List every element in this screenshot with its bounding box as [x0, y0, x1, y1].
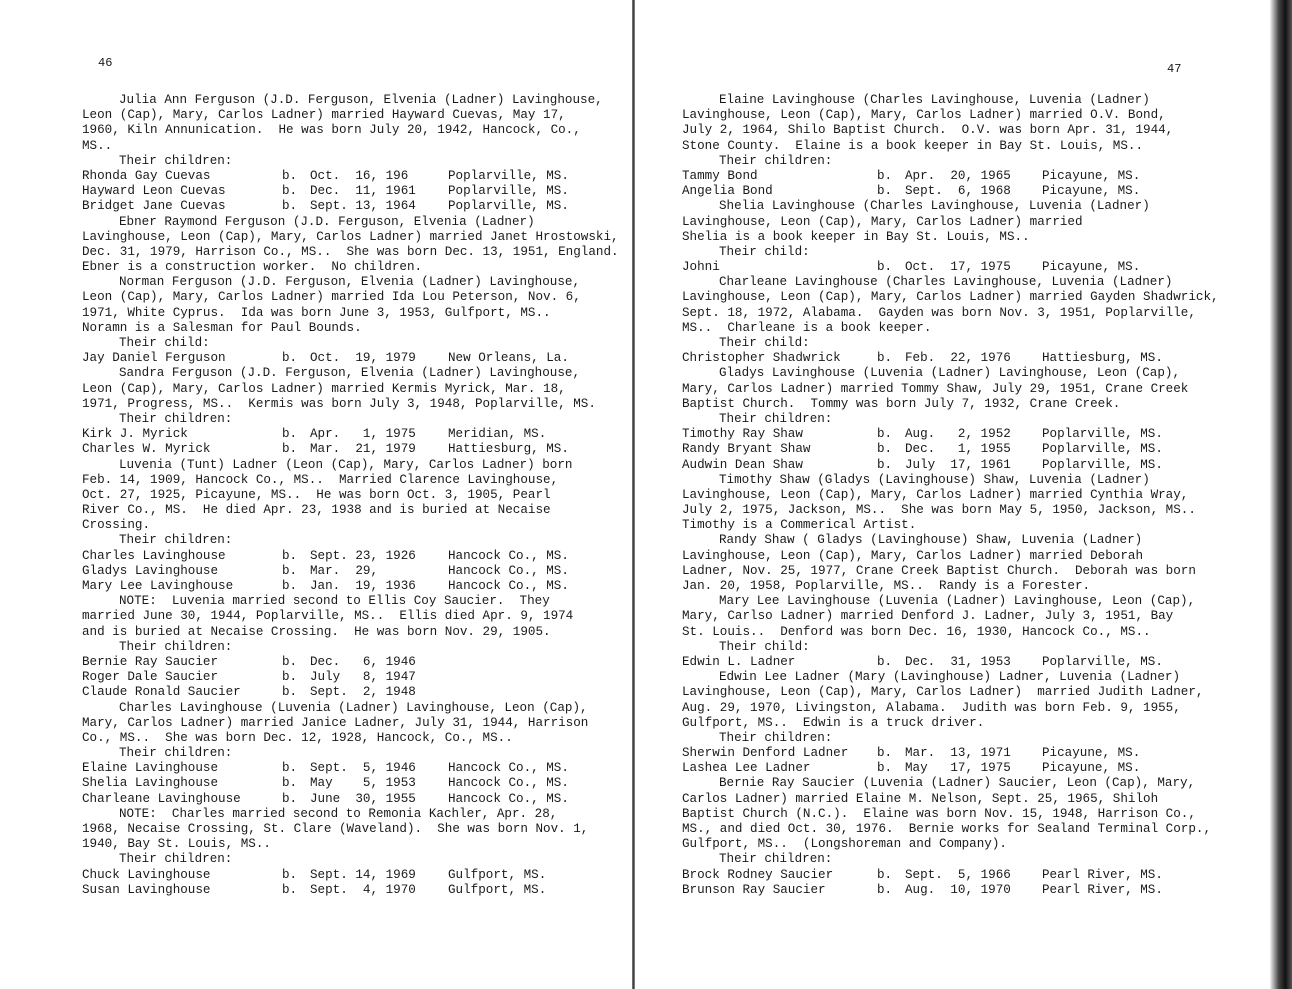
birth-date: July 17, 1961 [905, 457, 1011, 472]
children-heading: Their children: [119, 533, 233, 548]
text-line: Co., MS.. She was born Dec. 12, 1928, Hancock, Co., MS.. [82, 730, 513, 745]
birth-date: Mar. 21, 1979 [310, 442, 416, 457]
child-name: Edwin L. Ladner [682, 654, 796, 669]
paragraph [682, 594, 1227, 640]
born-label: b. [877, 746, 893, 761]
birth-date: Mar. 29, [310, 563, 379, 578]
text-line: Charleane Lavinghouse (Charles Lavinghouse, Luvenia (Ladner) [719, 275, 1173, 290]
birth-date: Sept. 6, 1968 [905, 184, 1011, 199]
text-line: Crossing. [82, 518, 151, 533]
paragraph [82, 215, 622, 276]
text-line: Timothy is a Commerical Artist. [682, 518, 917, 533]
text-line: married June 30, 1944, Poplarville, MS.. Ellis died Apr. 9, 1974 [82, 609, 574, 624]
text-line: 1960, Kiln Annunication. He was born July 20, 1942, Hancock, Co., [82, 123, 581, 138]
page-body [82, 93, 622, 898]
text-line: Aug. 29, 1970, Livingston, Alabama. Judith was born Feb. 9, 1955, [682, 700, 1181, 715]
page-number: 47 [1167, 62, 1182, 76]
child-row [682, 260, 1227, 275]
text-line: Randy Shaw ( Gladys (Lavinghouse) Shaw, Luvenia (Ladner) [719, 533, 1143, 548]
text-line: Ladner, Nov. 25, 1977, Crane Creek Baptist Church. Deborah was born [682, 563, 1196, 578]
paragraph [82, 366, 622, 412]
child-name: Susan Lavinghouse [82, 882, 211, 897]
children-heading: Their children: [719, 411, 833, 426]
birth-place: Poplarville, MS. [1042, 654, 1163, 669]
birth-date: Sept. 2, 1948 [310, 685, 416, 700]
text-line: July 2, 1964, Shilo Baptist Church. O.V. was born Apr. 31, 1944, [682, 123, 1174, 138]
child-row [82, 564, 622, 579]
child-name: Brock Rodney Saucier [682, 867, 834, 882]
birth-place: Poplarville, MS. [448, 184, 569, 199]
born-label: b. [877, 867, 893, 882]
page-number: 46 [98, 56, 113, 70]
birth-place: Poplarville, MS. [1042, 427, 1163, 442]
left-page [0, 0, 632, 989]
child-name: Charles Lavinghouse [82, 548, 226, 563]
born-label: b. [282, 882, 298, 897]
child-name: Johni [682, 260, 720, 275]
text-line: NOTE: Charles married second to Remonia Kachler, Apr. 28, [119, 806, 558, 821]
paragraph [682, 93, 1227, 154]
birth-place: Gulfport, MS. [448, 882, 547, 897]
birth-place: Hancock Co., MS. [448, 791, 569, 806]
birth-date: July 8, 1947 [310, 670, 416, 685]
born-label: b. [877, 351, 893, 366]
birth-date: Apr. 20, 1965 [905, 168, 1011, 183]
children-heading: Their children: [119, 153, 233, 168]
child-name: Randy Bryant Shaw [682, 442, 811, 457]
text-line: NOTE: Luvenia married second to Ellis Coy Saucier. They [119, 594, 550, 609]
text-line: Shelia Lavinghouse (Charles Lavinghouse, Luvenia (Ladner) [719, 199, 1150, 214]
children-heading: Their children: [719, 852, 833, 867]
text-line: Carlos Ladner) married Elaine M. Nelson, Sept. 25, 1965, Shiloh [682, 791, 1159, 806]
text-line: Jan. 20, 1958, Poplarville, MS.. Randy is a Forester. [682, 579, 1091, 593]
child-name: Tammy Bond [682, 168, 758, 183]
birth-place: Poplarville, MS. [1042, 457, 1163, 472]
text-line: Lavinghouse, Leon (Cap), Mary, Carlos Ladner) married O.V. Bond, [682, 108, 1166, 123]
text-line: Feb. 14, 1909, Hancock Co., MS.. Married Clarence Lavinghouse, [82, 472, 559, 487]
child-name: Hayward Leon Cuevas [82, 184, 226, 199]
paragraph [82, 701, 622, 747]
child-row [82, 549, 622, 564]
birth-date: Aug. 2, 1952 [905, 427, 1011, 442]
born-label: b. [877, 654, 893, 669]
child-row [82, 776, 622, 791]
text-line: and is buried at Necaise Crossing. He was born Nov. 29, 1905. [82, 624, 551, 639]
child-name: Roger Dale Saucier [82, 670, 219, 685]
text-line: Ebner is a construction worker. No children. [82, 260, 423, 275]
children-heading: Their child: [719, 336, 810, 350]
child-row [682, 351, 1227, 366]
child-name: Mary Lee Lavinghouse [82, 579, 234, 593]
text-line: 1971, White Cyprus. Ida was born June 3, 1953, Gulfport, MS.. [82, 305, 551, 320]
birth-date: Sept. 4, 1970 [310, 882, 416, 897]
text-line: MS.. [82, 138, 113, 153]
born-label: b. [877, 260, 893, 275]
child-row [82, 427, 622, 442]
children-heading: Their children: [719, 730, 833, 745]
child-row [682, 655, 1227, 670]
paragraph [82, 594, 622, 640]
text-line: 1940, Bay St. Louis, MS.. [82, 837, 271, 852]
birth-place: Hancock Co., MS. [448, 563, 569, 578]
birth-place: Hancock Co., MS. [448, 579, 569, 593]
child-row [82, 868, 622, 883]
born-label: b. [282, 351, 298, 366]
child-name: Sherwin Denford Ladner [682, 746, 849, 761]
child-row [682, 169, 1227, 184]
birth-date: May 5, 1953 [310, 776, 416, 791]
paragraph [682, 533, 1227, 594]
born-label: b. [877, 168, 893, 183]
born-label: b. [877, 882, 893, 897]
text-line: July 2, 1975, Jackson, MS.. She was born May 5, 1950, Jackson, MS.. [682, 503, 1196, 518]
born-label: b. [282, 184, 298, 199]
child-row [82, 169, 622, 184]
birth-place: Poplarville, MS. [448, 168, 569, 183]
child-name: Lashea Lee Ladner [682, 761, 811, 776]
paragraph [682, 670, 1227, 731]
child-name: Brunson Ray Saucier [682, 882, 826, 897]
birth-place: Meridian, MS. [448, 427, 547, 442]
born-label: b. [282, 791, 298, 806]
child-name: Bernie Ray Saucier [82, 654, 219, 669]
birth-place: Picayune, MS. [1042, 168, 1141, 183]
birth-place: Pearl River, MS. [1042, 867, 1163, 882]
child-name: Audwin Dean Shaw [682, 457, 803, 472]
born-label: b. [282, 548, 298, 563]
birth-date: Oct. 17, 1975 [905, 260, 1011, 275]
text-line: Dec. 31, 1979, Harrison Co., MS.. She was born Dec. 13, 1951, England. [82, 244, 619, 259]
text-line: Norman Ferguson (J.D. Ferguson, Elvenia (Ladner) Lavinghouse, [119, 275, 581, 290]
birth-place: Hancock Co., MS. [448, 776, 569, 791]
birth-date: Mar. 13, 1971 [905, 746, 1011, 761]
text-line: Julia Ann Ferguson (J.D. Ferguson, Elvenia (Ladner) Lavinghouse, [119, 93, 603, 107]
child-name: Gladys Lavinghouse [82, 563, 219, 578]
born-label: b. [282, 563, 298, 578]
born-label: b. [877, 427, 893, 442]
paragraph [82, 93, 622, 154]
text-line: Lavinghouse, Leon (Cap), Mary, Carlos Ladner) married Janet Hrostowski, [82, 229, 619, 244]
text-line: Mary Lee Lavinghouse (Luvenia (Ladner) Lavinghouse, Leon (Cap), [719, 594, 1196, 609]
born-label: b. [877, 184, 893, 199]
birth-date: Apr. 1, 1975 [310, 427, 416, 442]
children-heading: Their children: [119, 411, 233, 426]
child-row [682, 442, 1227, 457]
birth-date: Dec. 6, 1946 [310, 654, 416, 669]
text-line: MS.. Charleane is a book keeper. [682, 320, 932, 335]
children-heading: Their children: [119, 852, 233, 867]
paragraph [82, 458, 622, 534]
text-line: Oct. 27, 1925, Picayune, MS.. He was born Oct. 3, 1905, Pearl [82, 487, 551, 502]
birth-place: Gulfport, MS. [448, 867, 547, 882]
text-line: Lavinghouse, Leon (Cap), Mary, Carlos Ladner) married Gayden Shadwrick, [682, 290, 1219, 305]
child-row [682, 746, 1227, 761]
child-row [682, 883, 1227, 898]
text-line: Noramn is a Salesman for Paul Bounds. [82, 320, 362, 335]
text-line: Sept. 18, 1972, Alabama. Gayden was born Nov. 3, 1951, Poplarville, [682, 305, 1196, 320]
text-line: Baptist Church (N.C.). Elaine was born Nov. 15, 1948, Harrison Co., [682, 806, 1196, 821]
text-line: Mary, Carlso Ladner) married Denford J. Ladner, July 3, 1951, Bay [682, 609, 1174, 624]
text-line: Gulfport, MS.. Edwin is a truck driver. [682, 715, 985, 730]
paragraph [682, 366, 1227, 412]
child-row [82, 199, 622, 214]
born-label: b. [877, 761, 893, 776]
born-label: b. [282, 168, 298, 183]
born-label: b. [877, 457, 893, 472]
born-label: b. [282, 867, 298, 882]
right-page [635, 0, 1270, 989]
birth-date: Aug. 10, 1970 [905, 882, 1011, 897]
birth-date: June 30, 1955 [310, 791, 416, 806]
born-label: b. [282, 654, 298, 669]
text-line: Lavinghouse, Leon (Cap), Mary, Carlos Ladner) married Judith Ladner, [682, 685, 1204, 700]
scan-edge-shadow [1270, 0, 1292, 989]
birth-date: Feb. 22, 1976 [905, 351, 1011, 366]
birth-date: Oct. 16, 196 [310, 168, 409, 183]
text-line: Gladys Lavinghouse (Luvenia (Ladner) Lavinghouse, Leon (Cap), [719, 366, 1181, 381]
birth-date: May 17, 1975 [905, 761, 1011, 776]
child-name: Rhonda Gay Cuevas [82, 168, 211, 183]
birth-date: Dec. 11, 1961 [310, 184, 416, 199]
child-row [82, 351, 622, 366]
child-row [682, 184, 1227, 199]
paragraph [682, 275, 1227, 336]
text-line: Charles Lavinghouse (Luvenia (Ladner) Lavinghouse, Leon (Cap), [119, 700, 588, 715]
child-name: Claude Ronald Saucier [82, 685, 241, 700]
birth-date: Dec. 31, 1953 [905, 654, 1011, 669]
child-row [82, 442, 622, 457]
text-line: Luvenia (Tunt) Ladner (Leon (Cap), Mary, Carlos Ladner) born [119, 457, 573, 472]
born-label: b. [282, 670, 298, 685]
birth-place: Picayune, MS. [1042, 184, 1141, 199]
born-label: b. [877, 442, 893, 457]
child-row [82, 792, 622, 807]
child-row [682, 458, 1227, 473]
text-line: Elaine Lavinghouse (Charles Lavinghouse, Luvenia (Ladner) [719, 93, 1150, 107]
child-name: Jay Daniel Ferguson [82, 351, 226, 366]
child-row [682, 427, 1227, 442]
child-row [82, 670, 622, 685]
child-name: Christopher Shadwrick [682, 351, 841, 366]
child-row [682, 761, 1227, 776]
text-line: Shelia is a book keeper in Bay St. Louis, MS.. [682, 229, 1030, 244]
text-line: Timothy Shaw (Gladys (Lavinghouse) Shaw, Luvenia (Ladner) [719, 472, 1150, 487]
text-line: Lavinghouse, Leon (Cap), Mary, Carlos Ladner) married [682, 214, 1083, 229]
birth-place: Hattiesburg, MS. [1042, 351, 1163, 366]
birth-place: Pearl River, MS. [1042, 882, 1163, 897]
children-heading: Their children: [119, 746, 233, 761]
child-name: Charles W. Myrick [82, 442, 211, 457]
child-name: Angelia Bond [682, 184, 773, 199]
birth-place: Picayune, MS. [1042, 761, 1141, 776]
children-heading: Their child: [119, 336, 210, 350]
text-line: Sandra Ferguson (J.D. Ferguson, Elvenia (Ladner) Lavinghouse, [119, 366, 581, 381]
child-row [82, 761, 622, 776]
text-line: Ebner Raymond Ferguson (J.D. Ferguson, Elvenia (Ladner) [119, 214, 535, 229]
text-line: River Co., MS. He died Apr. 23, 1938 and is buried at Necaise [82, 503, 551, 518]
birth-date: Sept. 13, 1964 [310, 199, 416, 214]
text-line: Edwin Lee Ladner (Mary (Lavinghouse) Ladner, Luvenia (Ladner) [719, 670, 1181, 685]
birth-date: Dec. 1, 1955 [905, 442, 1011, 457]
text-line: MS., and died Oct. 30, 1976. Bernie works for Sealand Terminal Corp., [682, 822, 1212, 836]
text-line: Lavinghouse, Leon (Cap), Mary, Carlos Ladner) married Cynthia Wray, [682, 487, 1189, 502]
page-body [682, 93, 1227, 898]
birth-date: Sept. 5, 1946 [310, 761, 416, 776]
birth-place: Hattiesburg, MS. [448, 442, 569, 457]
paragraph [82, 807, 622, 853]
birth-date: Sept. 23, 1926 [310, 548, 416, 563]
child-row [82, 184, 622, 199]
child-name: Shelia Lavinghouse [82, 776, 219, 791]
children-heading: Their child: [719, 639, 810, 654]
text-line: Mary, Carlos Ladner) married Tommy Shaw, July 29, 1951, Crane Creek [682, 381, 1189, 396]
birth-date: Jan. 19, 1936 [310, 579, 416, 593]
text-line: St. Louis.. Denford was born Dec. 16, 1930, Hancock Co., MS.. [682, 624, 1151, 639]
born-label: b. [282, 427, 298, 442]
born-label: b. [282, 685, 298, 700]
born-label: b. [282, 761, 298, 776]
born-label: b. [282, 776, 298, 791]
text-line: Leon (Cap), Mary, Carlos Ladner) married Kermis Myrick, Mar. 18, [82, 381, 566, 396]
child-name: Chuck Lavinghouse [82, 867, 211, 882]
child-name: Elaine Lavinghouse [82, 761, 219, 776]
birth-date: Sept. 14, 1969 [310, 867, 416, 882]
text-line: Mary, Carlos Ladner) married Janice Ladner, July 31, 1944, Harrison [82, 715, 589, 730]
birth-place: Picayune, MS. [1042, 260, 1141, 275]
birth-date: Sept. 5, 1966 [905, 867, 1011, 882]
child-row [82, 685, 622, 700]
child-row [82, 883, 622, 898]
birth-place: Poplarville, MS. [448, 199, 569, 214]
born-label: b. [282, 442, 298, 457]
birth-place: Picayune, MS. [1042, 746, 1141, 761]
text-line: Leon (Cap), Mary, Carlos Ladner) married Hayward Cuevas, May 17, [82, 108, 566, 123]
birth-place: Poplarville, MS. [1042, 442, 1163, 457]
text-line: 1968, Necaise Crossing, St. Clare (Waveland). She was born Nov. 1, [82, 822, 589, 836]
child-row [82, 579, 622, 594]
child-name: Kirk J. Myrick [82, 427, 188, 442]
text-line: Stone County. Elaine is a book keeper in Bay St. Louis, MS.. [682, 138, 1144, 153]
child-name: Bridget Jane Cuevas [82, 199, 226, 214]
born-label: b. [282, 579, 298, 593]
born-label: b. [282, 199, 298, 214]
birth-place: New Orleans, La. [448, 351, 569, 366]
children-heading: Their child: [719, 244, 810, 259]
birth-place: Hancock Co., MS. [448, 761, 569, 776]
text-line: 1971, Progress, MS.. Kermis was born July 3, 1948, Poplarville, MS. [82, 396, 596, 411]
paragraph [82, 275, 622, 336]
text-line: Lavinghouse, Leon (Cap), Mary, Carlos Ladner) married Deborah [682, 548, 1144, 563]
text-line: Gulfport, MS.. (Longshoreman and Company). [682, 837, 1007, 852]
birth-date: Oct. 19, 1979 [310, 351, 416, 366]
child-name: Charleane Lavinghouse [82, 791, 241, 806]
paragraph [682, 199, 1227, 245]
children-heading: Their children: [719, 153, 833, 168]
text-line: Baptist Church. Tommy was born July 7, 1932, Crane Creek. [682, 396, 1121, 411]
child-row [682, 868, 1227, 883]
paragraph [682, 776, 1227, 852]
paragraph [682, 473, 1227, 534]
text-line: Bernie Ray Saucier (Luvenia (Ladner) Saucier, Leon (Cap), Mary, [719, 776, 1196, 791]
text-line: Leon (Cap), Mary, Carlos Ladner) married Ida Lou Peterson, Nov. 6, [82, 290, 581, 305]
children-heading: Their children: [119, 639, 233, 654]
birth-place: Hancock Co., MS. [448, 548, 569, 563]
child-name: Timothy Ray Shaw [682, 427, 803, 442]
child-row [82, 655, 622, 670]
